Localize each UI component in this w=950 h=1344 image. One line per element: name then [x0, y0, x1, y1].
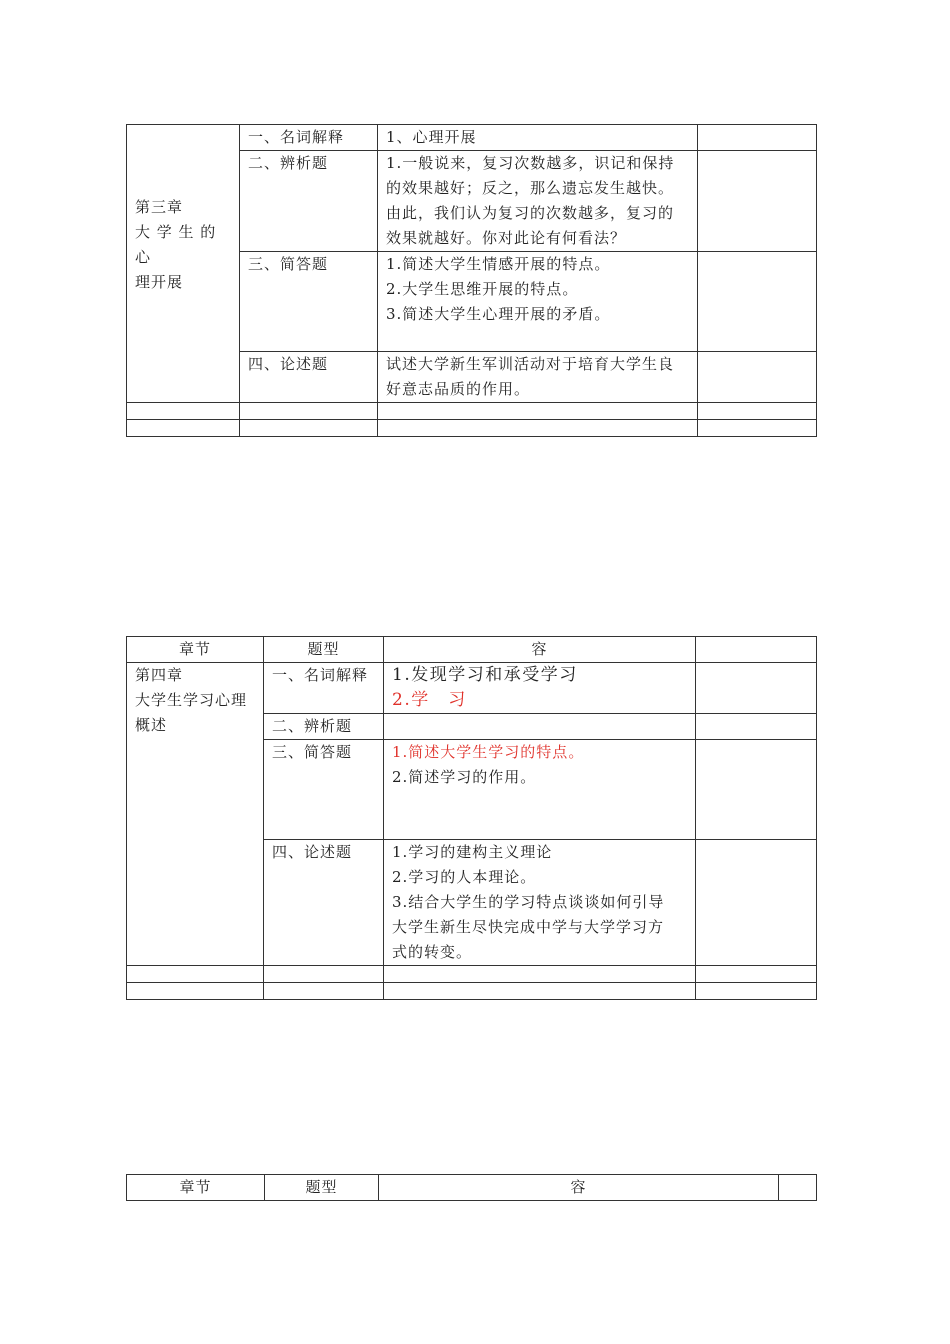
question-type: 一、名词解释: [240, 125, 378, 151]
content-line: 1、心理开展: [386, 128, 477, 146]
content-line: 的效果越好；反之，那么遗忘发生越快。: [386, 179, 675, 197]
blank-cell: [696, 966, 817, 983]
chapter-number: 第四章: [135, 666, 184, 684]
blank-cell: [698, 420, 817, 437]
blank-cell: [384, 966, 696, 983]
content-line: 2.大学生思维开展的特点。: [386, 280, 579, 298]
question-content: [378, 352, 698, 403]
blank-cell: [696, 740, 817, 840]
content-line-highlighted: 2.学 习: [392, 690, 467, 710]
blank-cell: [698, 352, 817, 403]
blank-cell: [127, 966, 264, 983]
question-content: [384, 663, 696, 714]
blank-cell: [240, 420, 378, 437]
header-type: 题型: [264, 637, 384, 663]
chapter-title-line2: 理开展: [135, 273, 184, 291]
header-content: 容: [384, 637, 696, 663]
blank-cell: [698, 252, 817, 352]
blank-cell: [696, 714, 817, 740]
content-line: 3.结合大学生的学习特点谈谈如何引导: [392, 893, 665, 911]
blank-cell: [696, 983, 817, 1000]
header-blank: [779, 1175, 817, 1201]
header-content: 容: [379, 1175, 779, 1201]
blank-cell: [696, 663, 817, 714]
question-content: [378, 151, 698, 252]
question-type: 三、简答题: [264, 740, 384, 840]
blank-cell: [264, 966, 384, 983]
blank-cell: [378, 420, 698, 437]
question-type: 二、辨析题: [264, 714, 384, 740]
question-content: [378, 125, 698, 151]
blank-cell: [696, 840, 817, 966]
question-type: 四、论述题: [264, 840, 384, 966]
blank-cell: [384, 983, 696, 1000]
chapter-title-line2: 概述: [135, 716, 168, 734]
content-line: 式的转变。: [392, 943, 473, 961]
content-line: 大学生新生尽快完成中学与大学学习方: [392, 918, 665, 936]
blank-cell: [127, 420, 240, 437]
chapter4-table: [126, 636, 817, 1000]
question-content: [384, 714, 696, 740]
blank-cell: [378, 403, 698, 420]
chapter-number: 第三章: [135, 198, 184, 216]
content-line: 试述大学新生军训活动对于培育大学生良: [386, 355, 675, 373]
question-type: 四、论述题: [240, 352, 378, 403]
blank-cell: [264, 983, 384, 1000]
content-line: 1.发现学习和承受学习: [392, 665, 578, 685]
header-chapter: 章节: [127, 1175, 265, 1201]
question-type: 二、辨析题: [240, 151, 378, 252]
question-content: [384, 840, 696, 966]
blank-cell: [698, 151, 817, 252]
content-line-highlighted: 1.简述大学生学习的特点。: [392, 743, 585, 761]
content-line: 2.简述学习的作用。: [392, 768, 537, 786]
content-line: 1.一般说来，复习次数越多，识记和保持: [386, 154, 675, 172]
chapter3-table: [126, 124, 817, 437]
content-line: 1.学习的建构主义理论: [392, 843, 553, 861]
chapter-title-line1: 大 学 生 的 心: [135, 223, 217, 266]
blank-cell: [127, 983, 264, 1000]
next-chapter-table: [126, 1174, 817, 1201]
blank-cell: [698, 403, 817, 420]
question-type: 三、简答题: [240, 252, 378, 352]
question-type: 一、名词解释: [264, 663, 384, 714]
content-line: 3.简述大学生心理开展的矛盾。: [386, 305, 611, 323]
chapter4-cell: [127, 663, 264, 966]
blank-cell: [240, 403, 378, 420]
blank-cell: [127, 403, 240, 420]
blank-cell: [698, 125, 817, 151]
content-line: 2.学习的人本理论。: [392, 868, 537, 886]
content-line: 1.简述大学生情感开展的特点。: [386, 255, 611, 273]
content-line: 效果就越好。你对此论有何看法？: [386, 229, 627, 247]
chapter3-cell: [127, 125, 240, 403]
question-content: [384, 740, 696, 840]
content-line: 好意志品质的作用。: [386, 380, 531, 398]
question-content: [378, 252, 698, 352]
chapter-title-line1: 大学生学习心理: [135, 691, 248, 709]
header-chapter: 章节: [127, 637, 264, 663]
header-type: 题型: [265, 1175, 379, 1201]
header-blank: [696, 637, 817, 663]
content-line: 由此，我们认为复习的次数越多，复习的: [386, 204, 675, 222]
